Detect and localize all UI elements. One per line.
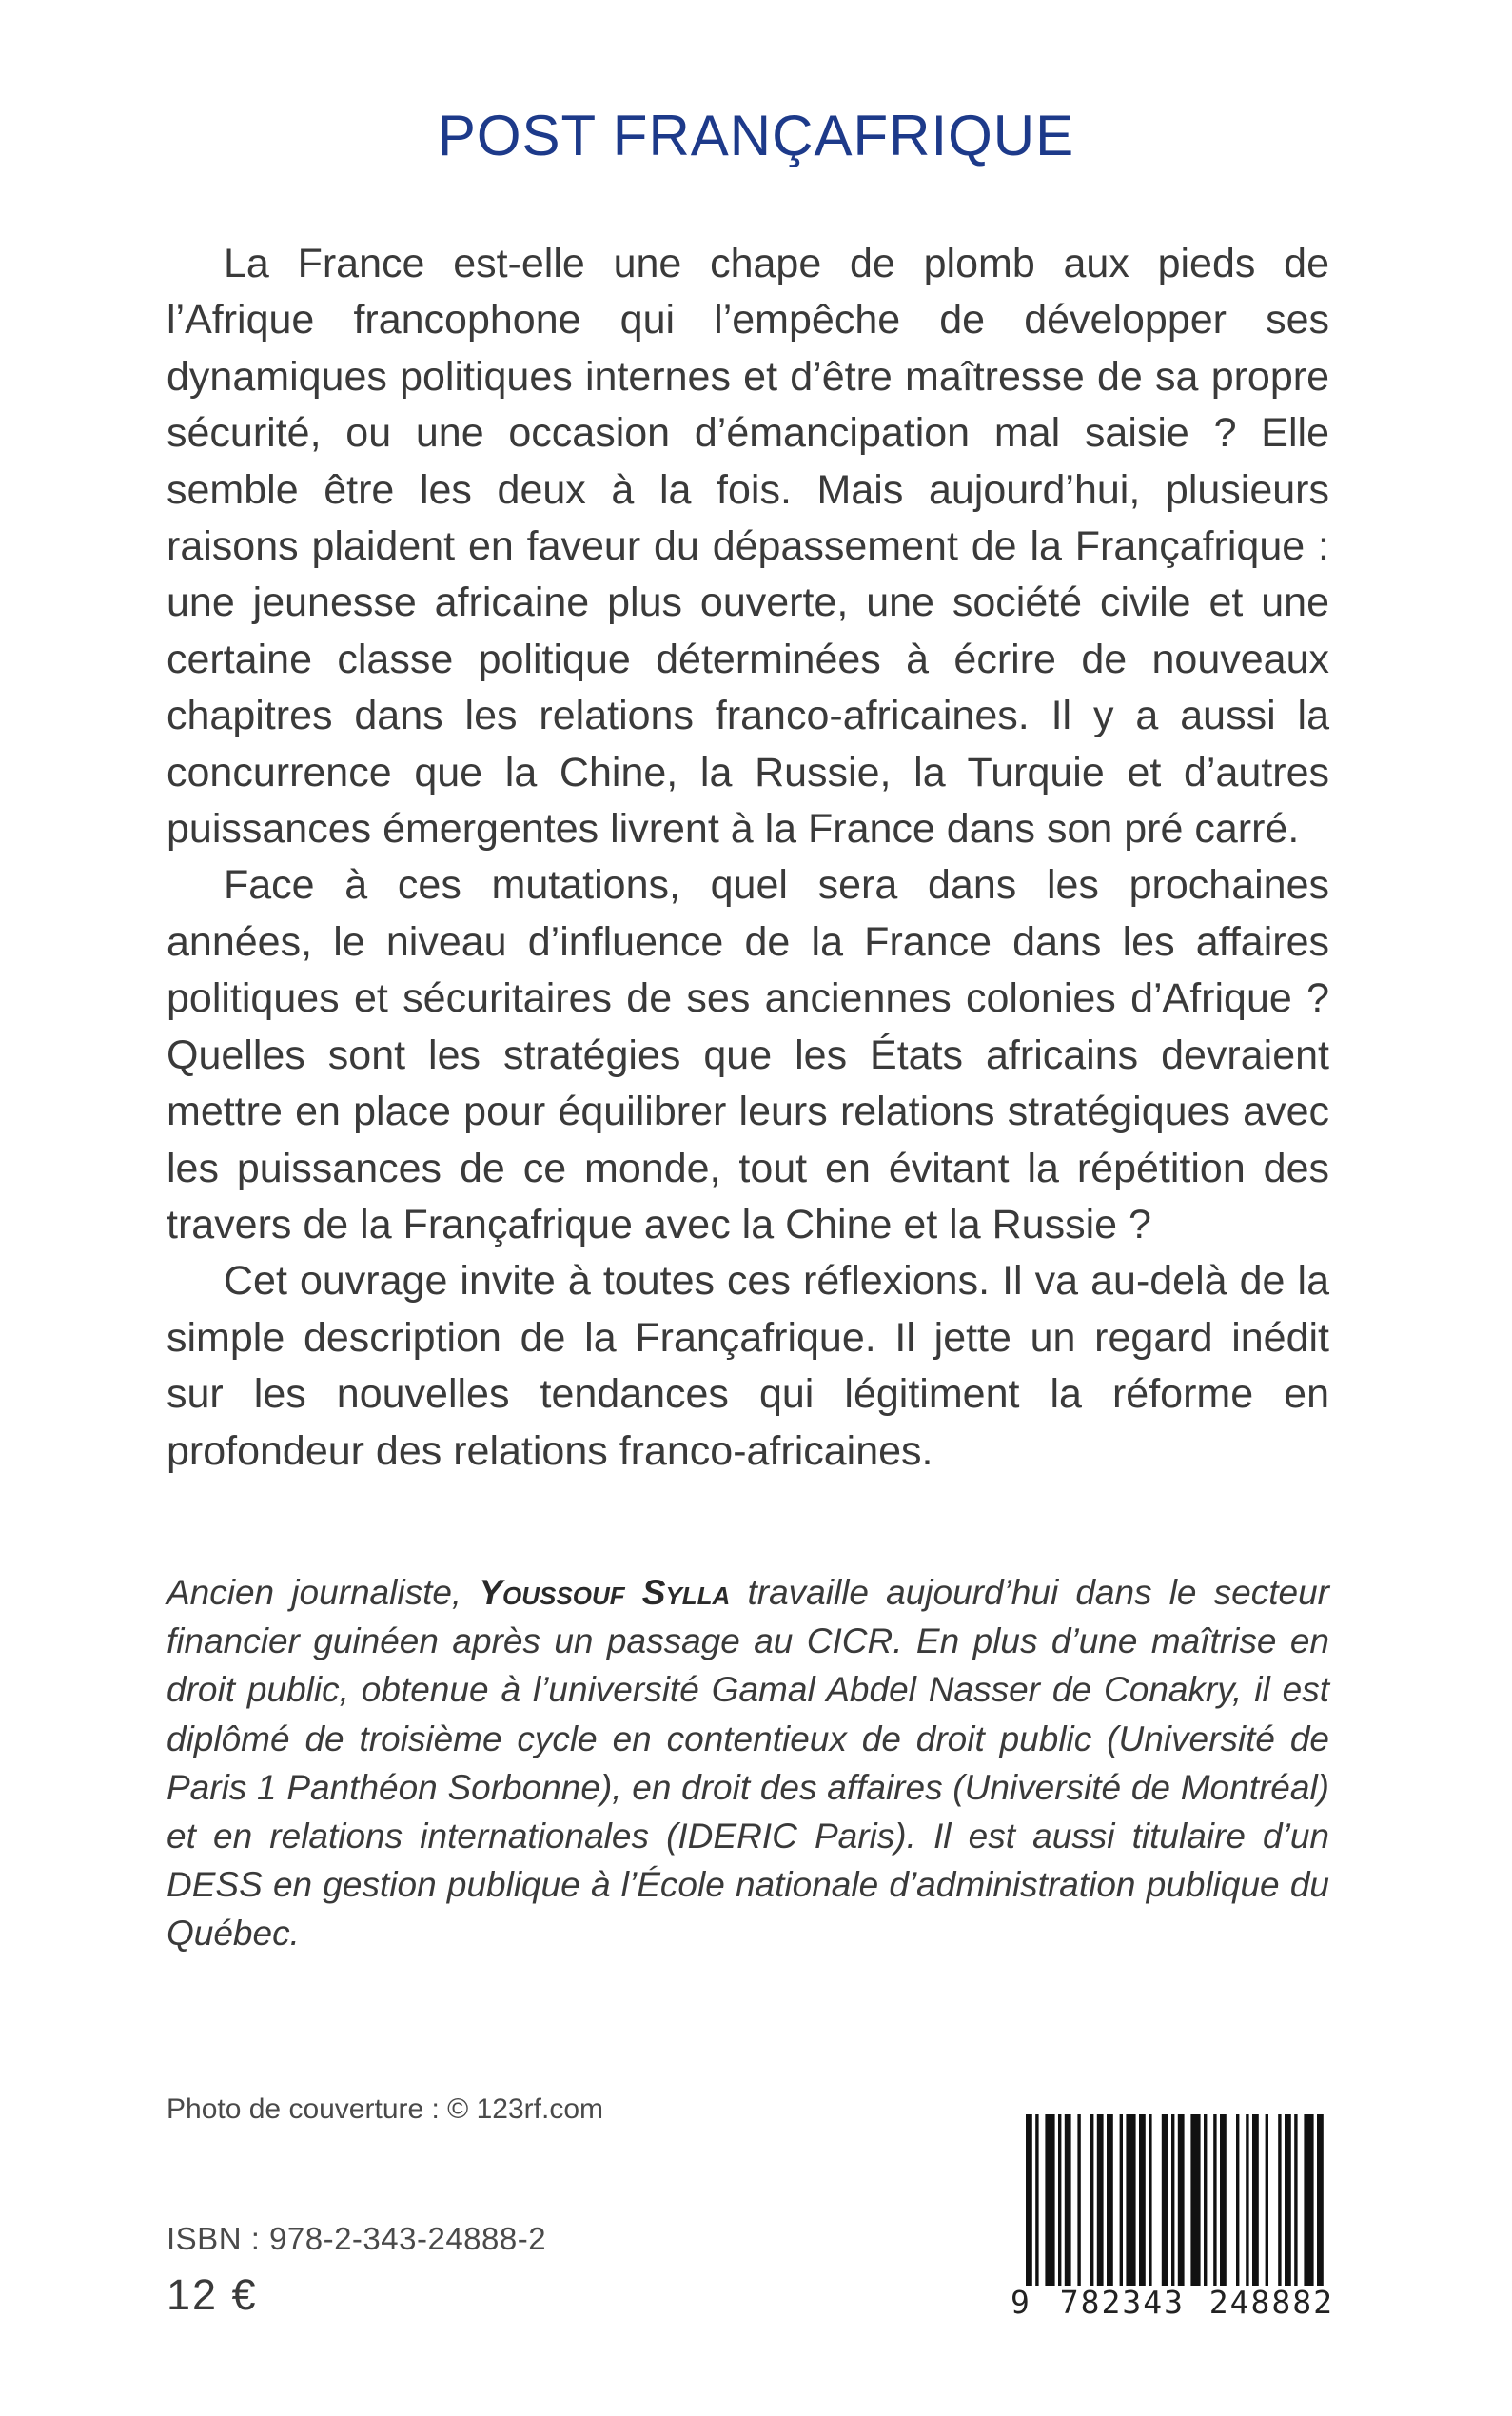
price: 12 €: [167, 2270, 258, 2319]
barcode-bar: [1278, 2114, 1281, 2286]
barcode-bar: [1126, 2114, 1135, 2286]
barcode-bar: [1162, 2114, 1168, 2286]
barcode-bar: [1065, 2114, 1071, 2286]
photo-credit: Photo de couverture : © 123rf.com: [167, 2093, 604, 2125]
barcode-digits: [1011, 2284, 1334, 2321]
barcode-bar: [1139, 2114, 1146, 2286]
bio-text: travaille aujourd’hui dans le secteur financier guinéen après un passage au CICR. En plus d’une maîtrise en droit public, obtenue à l’université Gamal Abdel Nasser de Conakry, il est diplômé de troisième cycle en contentieux de droit public (Université de Paris 1 Panthéon Sorbonne), en droit des affaires (Université de Montréal) et en relations internationales (IDERIC Paris). Il est aussi titulaire d’un DESS en gestion publique à l’École nationale d’administration publique du Québec.: [167, 1573, 1329, 1954]
barcode-bar: [1285, 2114, 1291, 2286]
barcode-bar: [1171, 2114, 1174, 2286]
barcode-bar: [1045, 2114, 1054, 2286]
barcode-bar: [1317, 2114, 1324, 2286]
bio-intro: Ancien journaliste,: [167, 1573, 480, 1612]
barcode-bar: [1246, 2114, 1248, 2286]
barcode-bar: [1026, 2114, 1032, 2286]
barcode-bar: [1266, 2114, 1268, 2286]
barcode-bar: [1090, 2114, 1093, 2286]
barcode-bar: [1252, 2114, 1259, 2286]
barcode-bar: [1120, 2114, 1123, 2286]
bio-paragraph: [167, 1568, 1329, 1958]
barcode-right-group: 248882: [1208, 2284, 1334, 2321]
barcode-first-digit: 9: [1011, 2284, 1030, 2321]
barcode-bar: [1107, 2114, 1113, 2286]
barcode-bar: [1178, 2114, 1185, 2286]
barcode-bar: [1204, 2114, 1207, 2286]
summary-paragraph: Face à ces mutations, quel sera dans les prochaines années, le niveau d’influence de la France dans les affaires politiques et sécuritaires de ses anciennes colonies d’Afrique ? Quelles sont les stratégies que les États africains devraient mettre en place pour équilibrer leurs relations stratégiques avec les puissances de ce monde, tout en évitant la répétition des travers de la Françafrique avec la Chine et la Russie ?: [167, 862, 1329, 1247]
barcode-bar: [1213, 2114, 1216, 2286]
barcode-left-group: 782343: [1059, 2284, 1185, 2321]
barcode-bar: [1097, 2114, 1104, 2286]
barcode-bar: [1058, 2114, 1061, 2286]
author-name: Youssouf Sylla: [479, 1573, 731, 1612]
barcode-bars-graphic: [1018, 2114, 1332, 2286]
isbn: ISBN : 978-2-343-24888-2: [167, 2221, 547, 2256]
barcode-bar: [1190, 2114, 1200, 2286]
barcode-bar: [1149, 2114, 1151, 2286]
barcode-bar: [1304, 2114, 1313, 2286]
barcode-bar: [1035, 2114, 1038, 2286]
summary-paragraph: La France est-elle une chape de plomb aux pieds de l’Afrique francophone qui l’empêche de développer ses dynamiques politiques internes et d’être maîtresse de sa propre sécurité, ou une occasion d’émancipation mal saisie ? Elle semble être les deux à la fois. Mais aujourd’hui, plusieurs raisons plaident en faveur du dépassement de la Françafrique : une jeunesse africaine plus ouverte, une société civile et une certaine classe politique déterminées à écrire de nouveaux chapitres dans les relations franco-africaines. Il y a aussi la concurrence que la Chine, la Russie, la Turquie et d’autres puissances émergentes livrent à la France dans son pré carré.: [167, 241, 1329, 853]
summary-paragraph: Cet ouvrage invite à toutes ces réflexions. Il va au-delà de la simple description de la Françafrique. Il jette un regard inédit sur les nouvelles tendances qui légitiment la réforme en profondeur des relations franco-africaines.: [167, 1258, 1329, 1474]
author-biography: [167, 1568, 1329, 1958]
barcode-bar: [1236, 2114, 1239, 2286]
barcode-bar: [1077, 2114, 1080, 2286]
barcode-bar: [1294, 2114, 1297, 2286]
back-cover-summary: [167, 236, 1329, 1480]
barcode-bar: [1220, 2114, 1227, 2286]
book-title: POST FRANÇAFRIQUE: [437, 104, 1075, 167]
